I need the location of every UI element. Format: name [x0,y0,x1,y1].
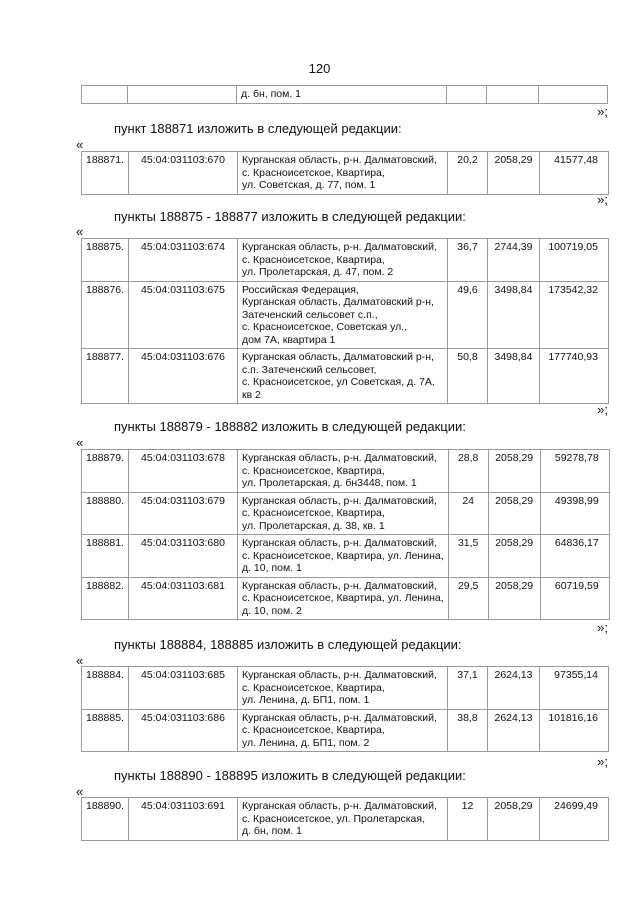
table-row [82,492,610,535]
cadastral-number-cell: 45:04:031103:676 [128,349,237,404]
address-line: с. Красноисетское, ул. Пролетарская, [241,812,425,825]
cadastral-value-cell: 100719,05 [539,239,608,282]
rate-cell: 3498,84 [487,281,539,349]
closing-quote: »; [597,620,608,635]
row-number-cell: 188885. [82,709,129,752]
address-line: Курганская область, р-н. Далматовский, [241,154,437,166]
address-cell: д. бн, пом. 1 [237,86,447,104]
address-line: д. бн, пом. 1 [241,825,302,837]
table-row [82,86,608,104]
property-table [81,449,610,620]
closing-quote: »; [597,402,608,417]
closing-quote: »; [597,754,608,769]
address-line: ул. Ленина, д. БП1, пом. 1 [241,694,370,706]
address-line: Курганская область, р-н. Далматовский, [241,711,437,724]
area-cell: 24 [448,492,488,535]
area-cell: 29,5 [448,577,488,620]
address-line: Курганская область, р-н. Далматовский, [241,579,437,592]
cadastral-number-cell: 45:04:031103:691 [128,798,237,841]
rate-cell: 2624,13 [487,667,539,710]
property-table [81,797,609,841]
cadastral-number-cell: 45:04:031103:686 [128,709,237,752]
area-cell: 36,7 [447,239,487,282]
closing-quote: »; [597,192,608,207]
cadastral-number-cell: 45:04:031103:674 [128,239,237,282]
cadastral-value-cell: 49398,99 [540,492,609,535]
section-instruction: пункты 188884, 188885 изложить в следующей редакции: [114,637,462,652]
rate-cell: 2058,29 [488,577,540,620]
cadastral-number-cell: 45:04:031103:685 [128,667,237,710]
address-line: Затеченский сельсовет с.п., [241,308,378,321]
table-row [82,152,609,195]
table-row [82,281,609,349]
cadastral-number-cell: 45:04:031103:679 [128,492,237,535]
address-line: ул. Советская, д. 77, пом. 1 [241,179,376,191]
address-line: Курганская область, р-н. Далматовский, [241,800,437,812]
rate-cell: 2058,29 [488,535,540,578]
row-number-cell: 188876. [82,281,129,349]
opening-quote: « [76,224,84,239]
address-cell [237,152,447,195]
rate-cell: 3498,84 [487,349,539,404]
area-cell: 20,2 [447,152,487,195]
cadastral-value-cell: 173542,32 [539,281,608,349]
cadastral-value-cell: 59278,78 [540,450,609,493]
row-number-cell: 188879. [82,450,129,493]
row-number-cell: 188880. [82,492,129,535]
address-line: с. Красноисетское, Квартира, [241,464,385,477]
property-table [81,151,609,195]
cadastral-value-cell: 60719,59 [540,577,609,620]
address-cell [237,667,447,710]
address-line: Курганская область, р-н. Далматовский, [241,494,437,507]
address-cell [237,709,447,752]
address-line: д. 10, пом. 1 [241,562,302,574]
row-number-cell: 188890. [82,798,129,841]
table-row [82,239,609,282]
property-table [81,666,609,752]
cadastral-number-cell: 45:04:031103:670 [128,152,237,195]
cadastral-value-cell: 101816,16 [539,709,608,752]
address-line: ул. Пролетарская, д. 38, кв. 1 [241,519,385,532]
address-line: кв 2 [241,388,261,401]
area-cell: 28,8 [448,450,488,493]
table-row [82,798,609,841]
table-row [82,535,610,578]
section-instruction: пункты 188879 - 188882 изложить в следующей редакции: [114,419,466,434]
address-line: с.п. Затеченский сельсовет, [241,363,377,376]
address-line: Курганская область, р-н. Далматовский, [241,537,437,549]
row-number-cell: 188882. [82,577,129,620]
address-cell [237,798,447,841]
address-line: с. Красноисетское, Квартира, [241,507,385,519]
address-cell [237,577,448,620]
rate-cell: 2058,29 [488,450,540,493]
table-row [82,450,610,493]
section-instruction: пункты 188890 - 188895 изложить в следующей редакции: [114,768,466,783]
row-number-cell: 188875. [82,239,129,282]
row-number-cell: 188881. [82,535,129,578]
table-row [82,709,609,752]
address-line: с. Красноисетское, Квартира, [241,253,385,266]
address-line: Российская Федерация, [241,283,359,296]
table-row [82,577,610,620]
cadastral-number-cell: 45:04:031103:678 [128,450,237,493]
property-table [81,238,609,404]
address-cell [237,535,448,578]
address-line: с. Красноисетское, Квартира, [241,681,385,694]
area-cell: 50,8 [447,349,487,404]
area-cell: 38,8 [447,709,487,752]
row-number-cell: 188884. [82,667,129,710]
rate-cell: 2058,29 [488,492,540,535]
opening-quote: « [76,137,84,152]
address-line: Курганская область, р-н. Далматовский, [241,669,437,681]
area-cell: 49,6 [447,281,487,349]
row-number-cell: 188871. [82,152,129,195]
address-line: с. Красноисетское, Квартира, [241,166,385,179]
area-cell: 31,5 [448,535,488,578]
opening-quote: « [76,784,84,799]
cadastral-value-cell: 177740,93 [539,349,608,404]
address-cell [237,281,447,349]
table-row [82,349,609,404]
address-line: д. 10, пом. 2 [241,604,302,617]
cadastral-value-cell: 97355,14 [539,667,608,710]
top-fragment-table [81,85,608,104]
area-cell: 12 [447,798,487,841]
closing-quote: »; [597,104,608,119]
address-cell [237,349,447,404]
cadastral-number-cell: 45:04:031103:680 [128,535,237,578]
rate-cell: 2058,29 [487,152,539,195]
rate-cell: 2058,29 [487,798,539,841]
address-line: с. Красноисетское, Квартира, [241,724,385,736]
address-line: с. Красноисетское, ул Советская, д. 7А, [241,376,435,388]
row-number-cell: 188877. [82,349,129,404]
address-line: Курганская область, р-н. Далматовский, [241,452,437,464]
address-cell [237,492,448,535]
address-line: ул. Пролетарская, д. бн3448, пом. 1 [241,477,417,489]
cadastral-number-cell: 45:04:031103:675 [128,281,237,349]
cadastral-number-cell: 45:04:031103:681 [128,577,237,620]
address-line: с. Красноисетское, Квартира, ул. Ленина, [241,592,444,604]
address-line: Курганская область, Далматовский р-н, [241,351,434,363]
address-line: ул. Ленина, д. БП1, пом. 2 [241,736,370,749]
address-line: дом 7А, квартира 1 [241,333,336,346]
opening-quote: « [76,653,84,668]
address-line: ул. Пролетарская, д. 47, пом. 2 [241,266,394,278]
cadastral-value-cell: 41577,48 [539,152,608,195]
section-instruction: пункты 188875 - 188877 изложить в следующей редакции: [114,209,466,224]
rate-cell: 2624,13 [487,709,539,752]
address-cell [237,239,447,282]
opening-quote: « [76,435,84,450]
cadastral-value-cell: 64836,17 [540,535,609,578]
address-cell [237,450,448,493]
page-number: 120 [308,61,331,76]
table-row [82,667,609,710]
address-line: Курганская область, р-н. Далматовский, [241,241,437,253]
section-instruction: пункт 188871 изложить в следующей редакции: [114,121,402,136]
address-line: с. Красноисетское, Квартира, ул. Ленина, [241,549,444,562]
cadastral-value-cell: 24699,49 [539,798,608,841]
rate-cell: 2744,39 [487,239,539,282]
area-cell: 37,1 [447,667,487,710]
address-line: Курганская область, Далматовский р-н, [241,296,434,308]
address-line: с. Красноисетское, Советская ул., [241,321,408,333]
